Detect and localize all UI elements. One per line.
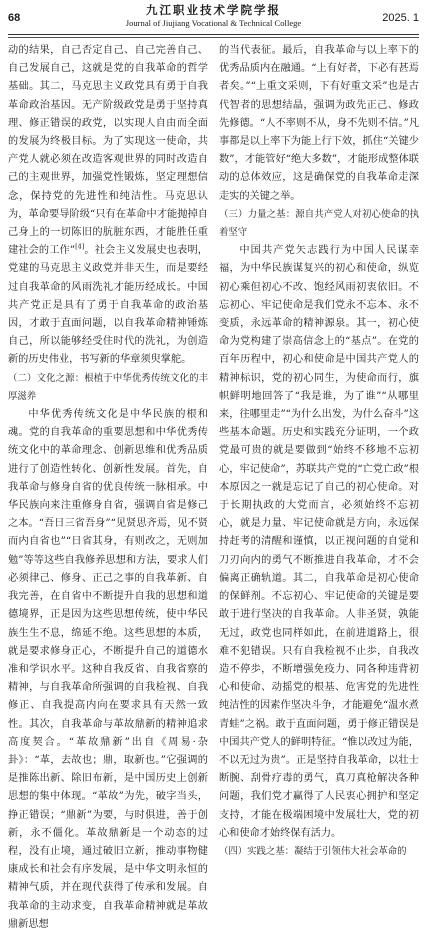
- paragraph-text: 动的结果，自己否定自己、自己完善自己、自己发展自己，这就是党的自我革命的哲学基础。其二，马克思主义政党具有勇于自我革命政治基因。无产阶级政党是勇于坚持真理、修正错误的政党，以实现人自由而全面的发展为终极目标。为了实现这一使命，共产党人就必须在改造客观世界的同时改造自己的主观世界，加强党性锻炼，坚定理想信念，保持党的先进性和纯洁性。马克思认为，革命要导阶级“只有在革命中才能抛掉自己身上的一切陈旧的肮脏东西，才能胜任重建社会的工作”: [8, 45, 208, 257]
- paragraph-text: 。社会主义发展史也表明，党建的马克思主义政党并非天生，而是要经过自我革命的风雨洗礼才能历经成长。中国共产党正是具有了勇于自我革命的政治基因，才敢于直面问题，以自我革命精神锤炼自己，所以能够经受住时代的洗礼，为创造新的历史伟业，书写新的华章须臾掌舵。: [8, 245, 208, 366]
- left-column: [8, 42, 208, 934]
- right-column: [219, 42, 419, 861]
- footnote-ref: [4]: [75, 242, 85, 251]
- journal-masthead: [98, 3, 329, 29]
- running-header: [8, 2, 419, 36]
- journal-title: 九江职业技术学院学报: [146, 3, 281, 17]
- section-subheading: （四）实践之基：凝结于引领伟大社会革命的: [219, 845, 407, 857]
- issue-label: 2025. 1: [382, 12, 419, 24]
- paragraph: 中国共产党矢志践行为中国人民谋幸福，为中华民族谋复兴的初心和使命，纵览初心乘但初心不改、饱经风雨初衷依旧。不忘初心、牢记使命是我们党永不忘本、永不变质，永远革命的精神源泉。其一，初心使命为党构建了崇高信念上的“基点”。在党的百年历程中，初心和使命是中国共产党人的精神标识，党的初心同生，为使命而行，旗帜鲜明地回答了“我是谁，为了谁”“从哪里来，往哪里走”“为什么出发，为什么奋斗”这些基本命题。历史和实践充分证明，一个政党最可贵的就是要做到“始终不移地不忘初心，牢记使命”，苏联共产党的“亡党亡政”根本原因之一就是忘记了自己的初心使命。对于长期执政的大党而言，必须始终不忘初心，就是力量、牢记使命就是方向，永远保持赶考的清醒和谨慎，以正视问题的自觉和刀刃向内的勇气不断推进自我革命，才不会偏离正确轨道。其二，自我革命是初心使命的保鲜剂。不忘初心、牢记使命的关键是要敢于进行坚决的自我革命。人非圣贤，孰能无过，政党也同样如此，在前进道路上，很难不犯错误。只有自我检视不止歩，自我改造不停歩，不断增强免疫力、同各种违背初心和使命、动摇党的根基、危害党的先进性纯洁性的因素作坚决斗争，才能避免“温水煮青蛙”之祸。敢于直面问题，勇于修正错误是中国共产党人的鲜明特征。“惟以改过为能，不以无过为贵”。正是坚持自我革命，以壮士断腕、刮骨疗毒的勇气，真刀真枪解决各种问题，我们党才赢得了人民衷心拥护和坚定支持，才能在极端困境中发展壮大，党的初心和使命才始终保有活力。: [219, 245, 419, 839]
- journal-subtitle: Journal of Jiujiang Vocational & Technical College: [125, 18, 302, 28]
- section-subheading: （三）力量之基：源自共产党人对初心使命的执着坚守: [219, 208, 419, 239]
- paragraph: 中华优秀传统文化是中华民族的根和魂。党的自我革命的重要思想和中华优秀传统文化中的革命理念、创新思维和优秀品质进行了创造性转化、创新性发展。首先，自我革命与修身自省的优良传统一脉相承。中华民族向来注重修身自省，强调自省是修己之本。“吾日三省吾身”“见贤思齐焉，见不贤而内自省也”“日省其身，有则改之，无则加勉”等等这些自我修养思想和方法，要求人们必须律己、修身、正己之事的自我革新、自我完善，在自省中不断提升自我的思想和道德境界，正是因为这些思想传统，使中华民族生生不息，绵延不绝。这些思想的本质，就是要求修身正心，不断提升自己的道德水准和学识水平。这种自我反省、自我省察的精神，与自我革命所强调的自我检视、自我修正、自我提高内向在要求具有天然一致性。其次，自我革命与革故鼎新的精神追求高度契合。“革故鼎新”出自《周易·杂卦》：“革，去故也；鼎，取新也。”它强调的是推陈出新、除旧布新，是中国历史上创新思想的集中体现。“革故”为先，破字当头，挣正错误；“鼎新”为要，与时俱进，善于创新，永不僵化。革故鼎新是一个动态的过程，没有止境，通过破旧立新，推动事物健康成长和社会有序发展，是中华文明永恒的精神气质，并在现代获得了传承和发展。自我革命的主动求变，自我革命精神就是革故鼎新思想: [8, 409, 208, 930]
- paragraph: 的当代表征。最后，自我革命与以上率下的优秀品质内在融通。“上有好者，下必有甚焉者矣。”“上重文采则，下有好重文采”也是古代智者的思想结晶，强调为政先正己、修政先修德。“人不率则不从，身不先则不信。”凡事都是以上率下为能上行下效，抓住“关键少数”，才能管好“绝大多数”，才能形成整体联动的总体效应，这是确保党的自我革命走深走实的关键之举。: [219, 45, 419, 202]
- section-subheading: （二）文化之源：根植于中华优秀传统文化的丰厚滋养: [8, 372, 208, 402]
- paragraph: [8, 42, 208, 370]
- page-number: 68: [8, 12, 21, 24]
- header-rule-thin: [8, 37, 419, 38]
- header-rule: [8, 34, 419, 35]
